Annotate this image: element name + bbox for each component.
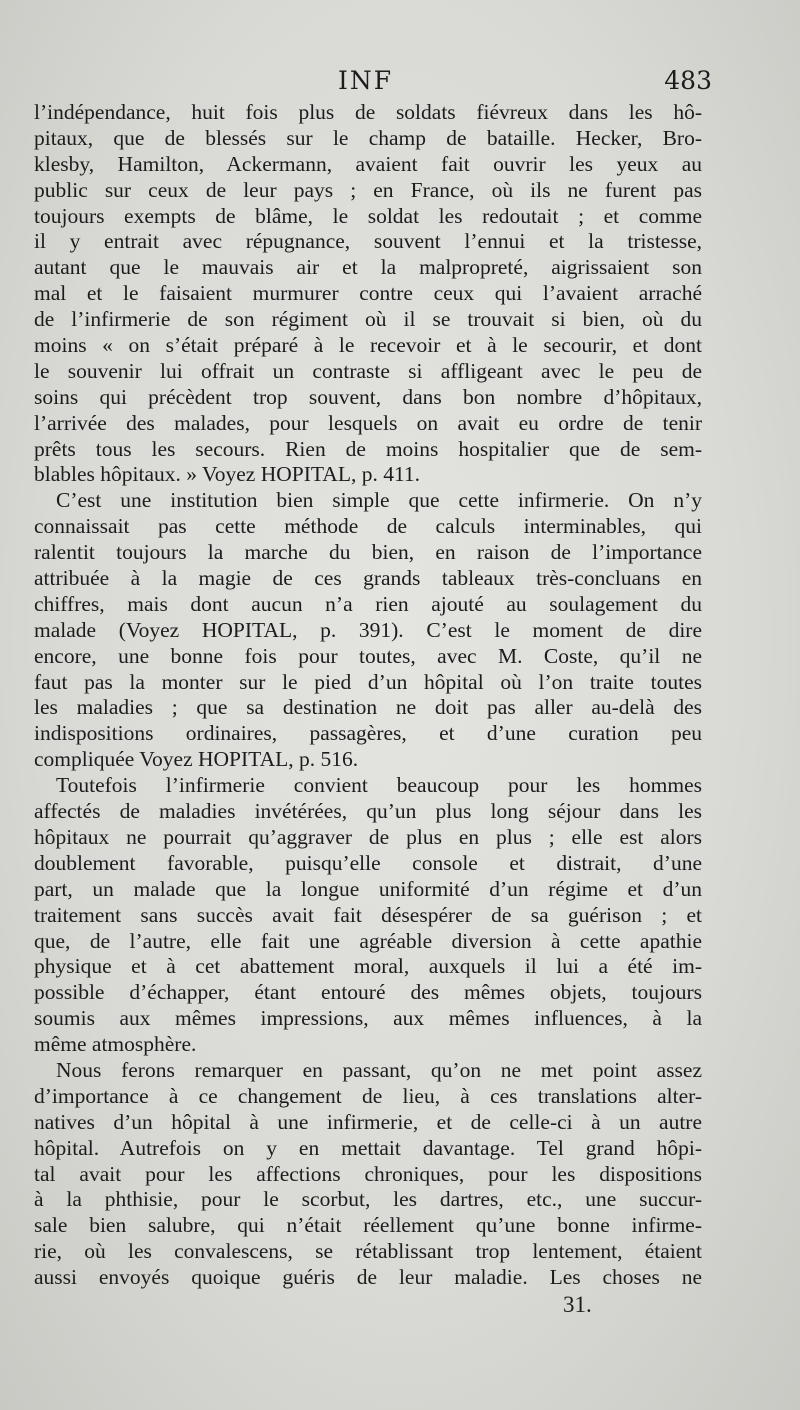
text-line: soins qui précèdent trop souvent, dans bon nombre d’hôpitaux, — [34, 384, 702, 409]
text-line: hôpitaux ne pourrait qu’aggraver de plus en plus ; elle est alors — [34, 824, 702, 849]
text-line: sale bien salubre, qui n’était réellement qu’une bonne infirme- — [34, 1213, 702, 1238]
text-line: traitement sans succès avait fait désespérer de sa guérison ; et — [34, 902, 702, 927]
text-line: affectés de maladies invétérées, qu’un plus long séjour dans les — [34, 799, 702, 824]
body-text — [34, 100, 702, 1291]
page-number: 483 — [664, 66, 712, 95]
text-line: de l’infirmerie de son régiment où il se trouvait si bien, où du — [34, 307, 702, 332]
text-line: il y entrait avec répugnance, souvent l’ennui et la tristesse, — [34, 229, 702, 254]
text-line: doublement favorable, puisqu’elle console et distrait, d’une — [34, 850, 702, 875]
text-line: mal et le faisaient murmurer contre ceux qui l’avaient arraché — [34, 281, 702, 306]
text-line: soumis aux mêmes impressions, aux mêmes influences, à la — [34, 1006, 702, 1031]
text-line: pitaux, que de blessés sur le champ de bataille. Hecker, Bro- — [34, 125, 702, 150]
text-line: part, un malade que la longue uniformité d’un régime et d’un — [34, 876, 702, 901]
text-line: prêts tous les secours. Rien de moins hospitalier que de sem- — [34, 436, 702, 461]
text-line: l’indépendance, huit fois plus de soldats fiévreux dans les hô- — [34, 100, 702, 124]
text-line: physique et à cet abattement moral, auxquels il lui a été im- — [34, 954, 702, 979]
text-line: klesby, Hamilton, Ackermann, avaient fait ouvrir les yeux au — [34, 151, 702, 176]
text-line: faut pas la monter sur le pied d’un hôpital où l’on traite toutes — [34, 669, 702, 694]
text-line: toujours exempts de blâme, le soldat les redoutait ; et comme — [34, 203, 702, 228]
running-head — [0, 62, 800, 98]
text-line: hôpital. Autrefois on y en mettait davantage. Tel grand hôpi- — [34, 1135, 702, 1160]
text-line: possible d’échapper, étant entouré des mêmes objets, toujours — [34, 980, 702, 1005]
text-line: chiffres, mais dont aucun n’a rien ajouté au soulagement du — [34, 591, 702, 616]
text-line: autant que le mauvais air et la malpropreté, aigrissaient son — [34, 255, 702, 280]
text-line: natives d’un hôpital à une infirmerie, et de celle-ci à un autre — [34, 1109, 702, 1134]
text-line: encore, une bonne fois pour toutes, avec M. Coste, qu’il ne — [34, 643, 702, 668]
text-line: Toutefois l’infirmerie convient beaucoup pour les hommes — [56, 773, 702, 798]
text-line: malade (Voyez HOPITAL, p. 391). C’est le moment de dire — [34, 617, 702, 642]
signature-mark: 31. — [563, 1292, 592, 1317]
text-line: C’est une institution bien simple que cette infirmerie. On n’y — [56, 488, 702, 513]
text-line: indispositions ordinaires, passagères, et d’une curation peu — [34, 721, 702, 746]
text-line: attribuée à la magie de ces grands tableaux très-concluans en — [34, 566, 702, 591]
text-line: rie, où les convalescens, se rétablissant trop lentement, étaient — [34, 1239, 702, 1264]
text-line: connaissait pas cette méthode de calculs interminables, qui — [34, 514, 702, 539]
running-head-title: INF — [338, 66, 394, 95]
text-line: que, de l’autre, elle fait une agréable diversion à cette apathie — [34, 928, 702, 953]
text-line: l’arrivée des malades, pour lesquels on avait eu ordre de tenir — [34, 410, 702, 435]
text-line: à la phthisie, pour le scorbut, les dartres, etc., une succur- — [34, 1187, 702, 1212]
text-line: tal avait pour les affections chroniques, pour les dispositions — [34, 1161, 702, 1186]
text-line: les maladies ; que sa destination ne doit pas aller au-delà des — [34, 695, 702, 720]
text-line: public sur ceux de leur pays ; en France, où ils ne furent pas — [34, 177, 702, 202]
text-line: aussi envoyés quoique guéris de leur maladie. Les choses ne — [34, 1265, 702, 1290]
text-line: Nous ferons remarquer en passant, qu’on ne met point assez — [56, 1057, 702, 1082]
text-line: compliquée Voyez HOPITAL, p. 516. — [34, 747, 359, 772]
text-line: ralentit toujours la marche du bien, en raison de l’importance — [34, 540, 702, 565]
text-line: le souvenir lui offrait un contraste si affligeant avec le peu de — [34, 358, 702, 383]
text-line: moins « on s’était préparé à le recevoir et à le secourir, et dont — [34, 333, 702, 358]
text-line: même atmosphère. — [34, 1032, 197, 1057]
text-line: blables hôpitaux. » Voyez HOPITAL, p. 411. — [34, 462, 421, 487]
text-line: d’importance à ce changement de lieu, à ces translations alter- — [34, 1083, 702, 1108]
